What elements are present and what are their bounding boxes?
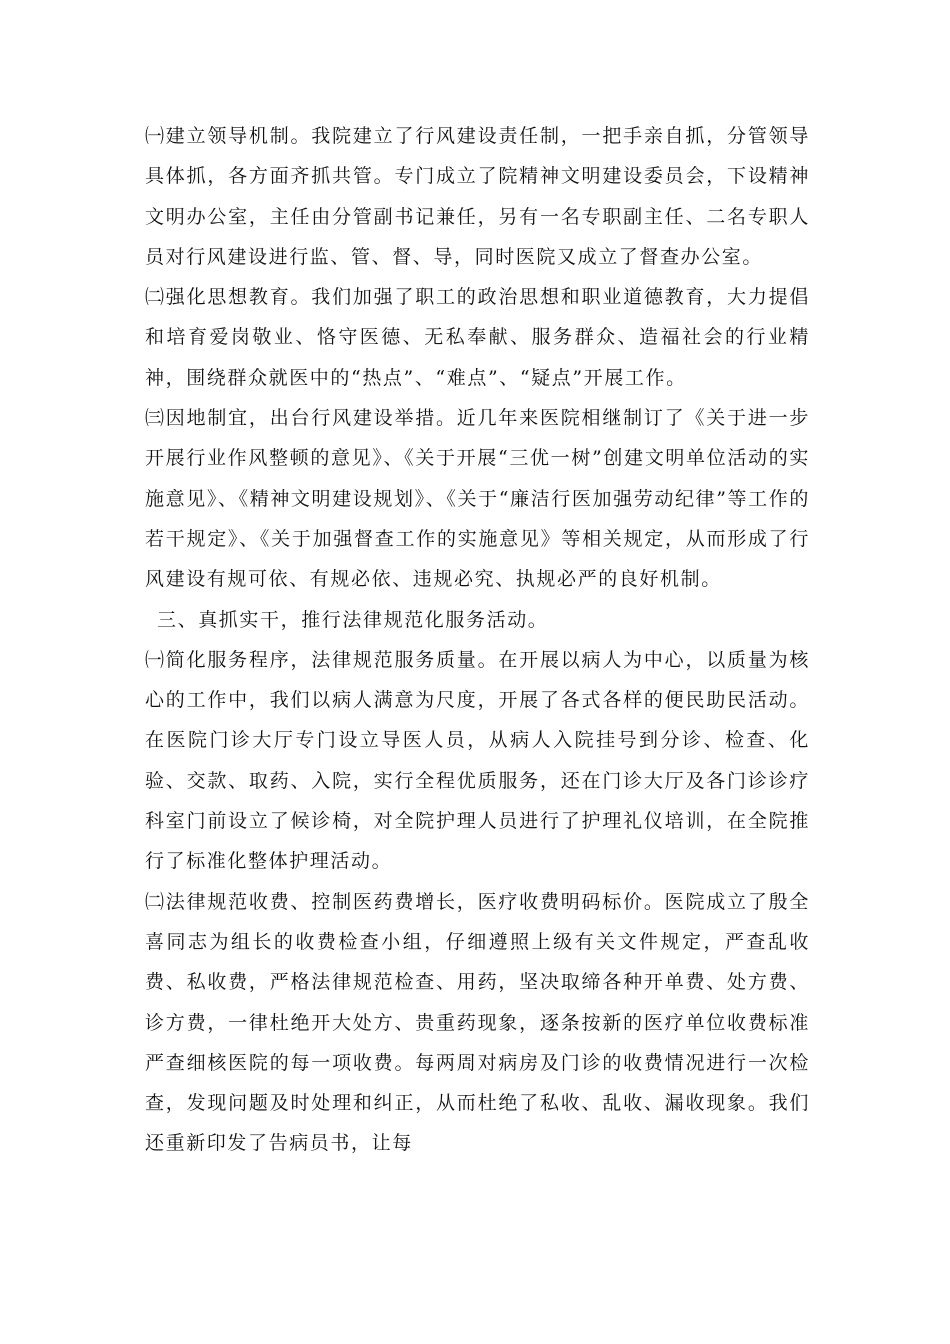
document-body bbox=[145, 116, 810, 1164]
paragraph-simplify-procedures: ㈠简化服务程序，法律规范服务质量。在开展以病人为中心，以质量为核心的工作中，我们以病人满意为尺度，开展了各式各样的便民助民活动。在医院门诊大厅专门设立导医人员，从病人入院挂号到分诊、检查、化验、交款、取药、入院，实行全程优质服务，还在门诊大厅及各门诊诊疗科室门前设立了候诊椅，对全院护理人员进行了护理礼仪培训，在全院推行了标准化整体护理活动。 bbox=[145, 648, 810, 873]
paragraph-local-measures: ㈢因地制宜，出台行风建设举措。近几年来医院相继制订了《关于进一步开展行业作风整顿的意见》、《关于开展“三优一树”创建文明单位活动的实施意见》、《精神文明建设规划》、《关于“廉洁行医加强劳动纪律”等工作的若干规定》、《关于加强督查工作的实施意见》等相关规定，从而形成了行风建设有规可依、有规必依、违规必究、执规必严的良好机制。 bbox=[145, 407, 810, 591]
section-heading-three: 三、真抓实干，推行法律规范化服务活动。 bbox=[157, 608, 549, 631]
paragraph-fee-regulation: ㈡法律规范收费、控制医药费增长，医疗收费明码标价。医院成立了殷全喜同志为组长的收费检查小组，仔细遵照上级有关文件规定，严查乱收费、私收费，严格法律规范检查、用药，坚决取缔各种开单费、处方费、诊方费，一律杜绝开大处方、贵重药现象，逐条按新的医疗单位收费标准严查细核医院的每一项收费。每两周对病房及门诊的收费情况进行一次检查，发现问题及时处理和纠正，从而杜绝了私收、乱收、漏收现象。我们还重新印发了告病员书，让每 bbox=[145, 890, 810, 1155]
paragraph-leadership-mechanism: ㈠建立领导机制。我院建立了行风建设责任制，一把手亲自抓，分管领导具体抓，各方面齐抓共管。专门成立了院精神文明建设委员会，下设精神文明办公室，主任由分管副书记兼任，另有一名专职副主任、二名专职人员对行风建设进行监、管、督、导，同时医院又成立了督查办公室。 bbox=[145, 125, 810, 268]
paragraph-ideological-education: ㈡强化思想教育。我们加强了职工的政治思想和职业道德教育，大力提倡和培育爱岗敬业、恪守医德、无私奉献、服务群众、造福社会的行业精神，围绕群众就医中的“热点”、“难点”、“疑点”开展工作。 bbox=[145, 286, 810, 389]
